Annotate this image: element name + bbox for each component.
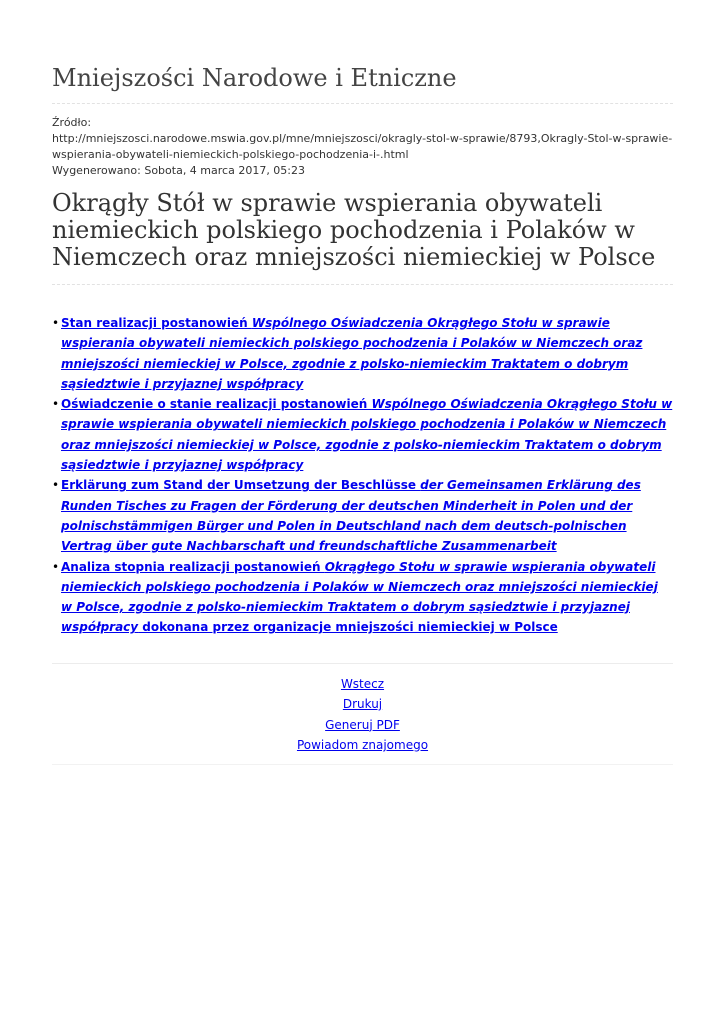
source-url: http://mniejszosci.narodowe.mswia.gov.pl/mne/mniejszosci/okragly-stol-w-sprawie/8793,Okragly-Stol-w-sprawie-wspierania-obywateli-niemieckich-polskiego-pochodzenia-i-.html — [52, 132, 673, 161]
divider — [52, 663, 673, 664]
list-item — [52, 557, 673, 638]
divider — [52, 103, 673, 104]
article-title: Okrągły Stół w sprawie wspierania obywateli niemieckich polskiego pochodzenia i Polaków w Niemczech oraz mniejszości niemieckiej w Polsce — [52, 189, 656, 271]
source-label: Źródło: — [52, 116, 92, 129]
list-item — [52, 394, 673, 475]
divider — [52, 764, 673, 765]
document-link[interactable]: Erklärung zum Stand der Umsetzung der Beschlüsse der Gemeinsamen Erklärung des Runden Tisches zu Fragen der Förderung der deutschen Minderheit in Polen und der polnischstämmigen Bürger und Polen in Deutschland nach dem deutsch-polnischen Vertrag über gute Nachbarschaft und freundschaftliche Zusammenarbeit — [61, 478, 641, 554]
site-title: Mniejszości Narodowe i Etniczne — [52, 64, 457, 92]
bullet-icon: • — [52, 397, 60, 412]
divider — [52, 284, 673, 285]
generate-pdf-link[interactable]: Generuj PDF — [325, 717, 400, 732]
notify-friend-link[interactable]: Powiadom znajomego — [296, 737, 429, 752]
page-actions — [52, 674, 673, 755]
back-link[interactable]: Wstecz — [340, 677, 385, 691]
document-list — [52, 313, 673, 638]
bullet-icon: • — [52, 559, 60, 574]
bullet-icon: • — [52, 478, 60, 493]
print-link[interactable]: Drukuj — [342, 697, 383, 712]
generated-date: Wygenerowano: Sobota, 4 marca 2017, 05:23 — [52, 164, 306, 177]
source-meta — [52, 115, 673, 179]
document-link[interactable]: Oświadczenie o stanie realizacji postanowień Wspólnego Oświadczenia Okrągłego Stołu w sprawie wspierania obywateli niemieckich polskiego pochodzenia i Polaków w Niemczech oraz mniejszości niemieckiej w Polsce, zgodnie z polsko-niemieckim Traktatem o dobrym sąsiedztwie i przyjaznej współpracy — [61, 397, 673, 473]
list-item — [52, 313, 673, 394]
bullet-icon: • — [52, 316, 60, 330]
list-item — [52, 475, 673, 556]
document-link[interactable]: Analiza stopnia realizacji postanowień Okrągłego Stołu w sprawie wspierania obywateli niemieckich polskiego pochodzenia i Polaków w Niemczech oraz mniejszości niemieckiej w Polsce, zgodnie z polsko-niemieckim Traktatem o dobrym sąsiedztwie i przyjaznej współpracy dokonana przez organizacje mniejszości niemieckiej w Polsce — [61, 559, 658, 635]
document-link[interactable]: Stan realizacji postanowień Wspólnego Oświadczenia Okrągłego Stołu w sprawie wspierania obywateli niemieckich polskiego pochodzenia i Polaków w Niemczech oraz mniejszości niemieckiej w Polsce, zgodnie z polsko-niemieckim Traktatem o dobrym sąsiedztwie i przyjaznej współpracy — [61, 316, 643, 391]
